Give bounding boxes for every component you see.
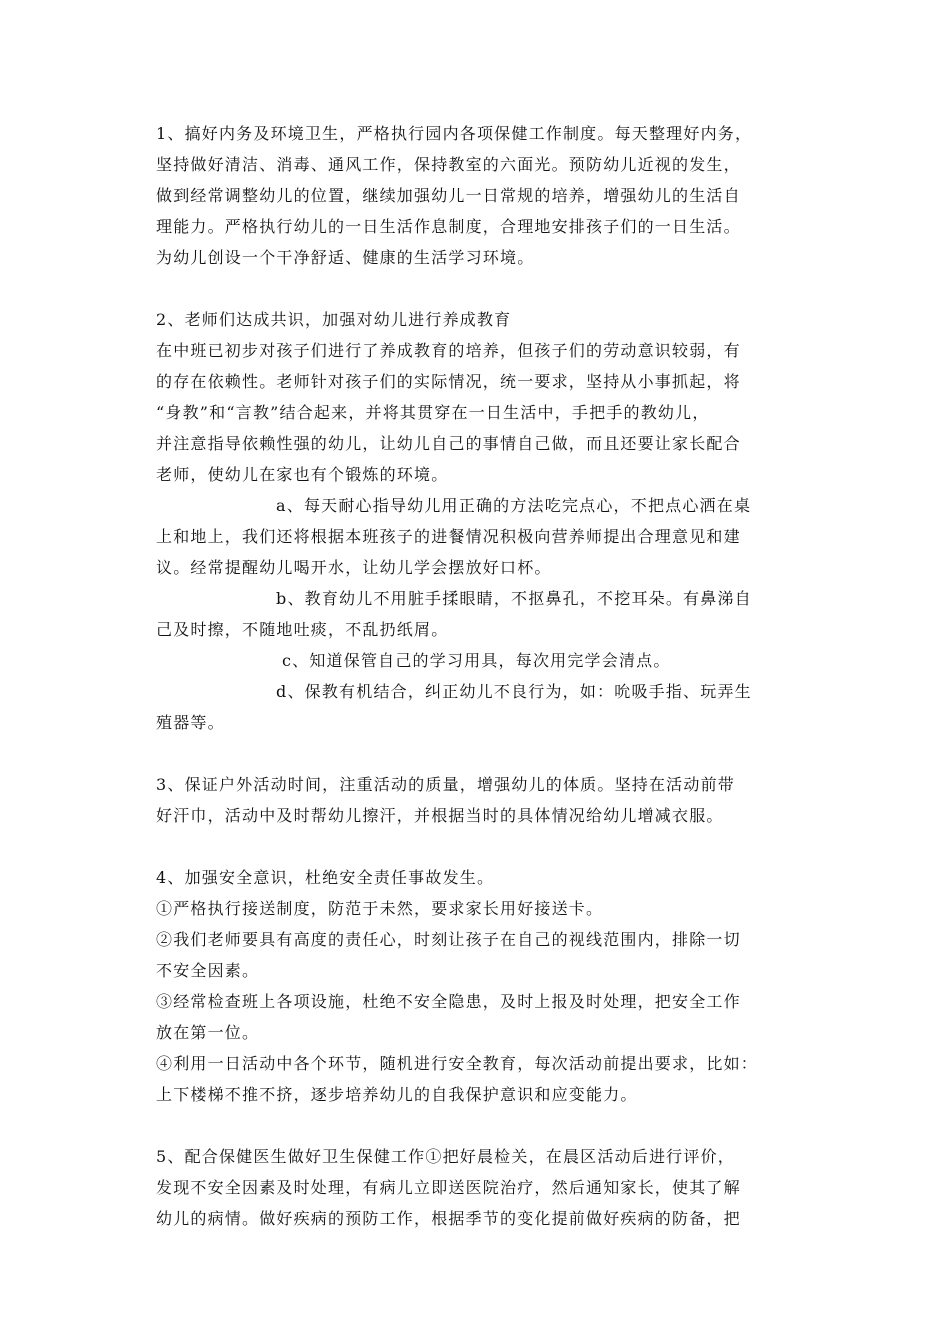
section-gap [156,273,806,304]
section-1 [156,118,806,273]
paragraph-line: 好汗巾，活动中及时帮幼儿擦汗，并根据当时的具体情况给幼儿增减衣服。 [156,806,724,825]
list-item-a-continuation: 上和地上，我们还将根据本班孩子的进餐情况积极向营养师提出合理意见和建 [156,527,741,546]
paragraph-line: “身教”和“言教”结合起来，并将其贯穿在一日生活中，手把手的教幼儿， [156,403,710,422]
paragraph-line: 幼儿的病情。做好疾病的预防工作，根据季节的变化提前做好疾病的防备，把 [156,1209,741,1228]
paragraph-line: 不安全因素。 [156,961,260,980]
section-5 [156,1141,806,1234]
paragraph-line: 坚持做好清洁、消毒、通风工作，保持教室的六面光。预防幼儿近视的发生， [156,155,741,174]
paragraph-line: 并注意指导依赖性强的幼儿，让幼儿自己的事情自己做，而且还要让家长配合 [156,434,741,453]
list-item-d: d、保教有机结合，纠正幼儿不良行为，如：吮吸手指、玩弄生 [276,682,752,701]
list-item-a-continuation: 议。经常提醒幼儿喝开水，让幼儿学会摆放好口杯。 [156,558,552,577]
list-item-d-continuation: 殖器等。 [156,713,225,732]
section-3 [156,769,806,831]
paragraph-line: 为幼儿创设一个干净舒适、健康的生活学习环境。 [156,248,535,267]
section-heading: 4、加强安全意识，杜绝安全责任事故发生。 [156,868,495,887]
paragraph-line: 做到经常调整幼儿的位置，继续加强幼儿一日常规的培养，增强幼儿的生活自 [156,186,741,205]
paragraph-line: 老师，使幼儿在家也有个锻炼的环境。 [156,465,449,484]
paragraph-line: 理能力。严格执行幼儿的一日生活作息制度，合理地安排孩子们的一日生活。 [156,217,741,236]
paragraph-line: 1、搞好内务及环境卫生，严格执行园内各项保健工作制度。每天整理好内务， [156,124,753,143]
section-2 [156,304,806,738]
list-item-b: b、教育幼儿不用脏手揉眼睛，不抠鼻孔，不挖耳朵。有鼻涕自 [276,589,752,608]
paragraph-line: 发现不安全因素及时处理，有病儿立即送医院治疗，然后通知家长，使其了解 [156,1178,741,1197]
section-gap [156,738,806,769]
paragraph-line: ④利用一日活动中各个环节，随机进行安全教育，每次活动前提出要求，比如： [156,1054,759,1073]
section-heading: 2、老师们达成共识，加强对幼儿进行养成教育 [156,310,512,329]
section-4 [156,862,806,1110]
paragraph-line: ①严格执行接送制度，防范于未然，要求家长用好接送卡。 [156,899,604,918]
list-item-c: c、知道保管自己的学习用具，每次用完学会清点。 [282,651,671,670]
paragraph-line: 上下楼梯不推不挤，逐步培养幼儿的自我保护意识和应变能力。 [156,1085,638,1104]
paragraph-line: ②我们老师要具有高度的责任心，时刻让孩子在自己的视线范围内，排除一切 [156,930,741,949]
paragraph-line: 在中班已初步对孩子们进行了养成教育的培养，但孩子们的劳动意识较弱，有 [156,341,741,360]
paragraph-line: 的存在依赖性。老师针对孩子们的实际情况，统一要求，坚持从小事抓起，将 [156,372,741,391]
list-item-b-continuation: 己及时擦，不随地吐痰，不乱扔纸屑。 [156,620,449,639]
list-item-a: a、每天耐心指导幼儿用正确的方法吃完点心，不把点心洒在桌 [276,496,752,515]
paragraph-line: 放在第一位。 [156,1023,260,1042]
paragraph-line: 5、配合保健医生做好卫生保健工作①把好晨检关，在晨区活动后进行评价， [156,1147,735,1166]
paragraph-line: ③经常检查班上各项设施，杜绝不安全隐患，及时上报及时处理，把安全工作 [156,992,741,1011]
section-gap [156,831,806,862]
document-body [156,118,806,1234]
section-gap [156,1110,806,1141]
paragraph-line: 3、保证户外活动时间，注重活动的质量，增强幼儿的体质。坚持在活动前带 [156,775,735,794]
